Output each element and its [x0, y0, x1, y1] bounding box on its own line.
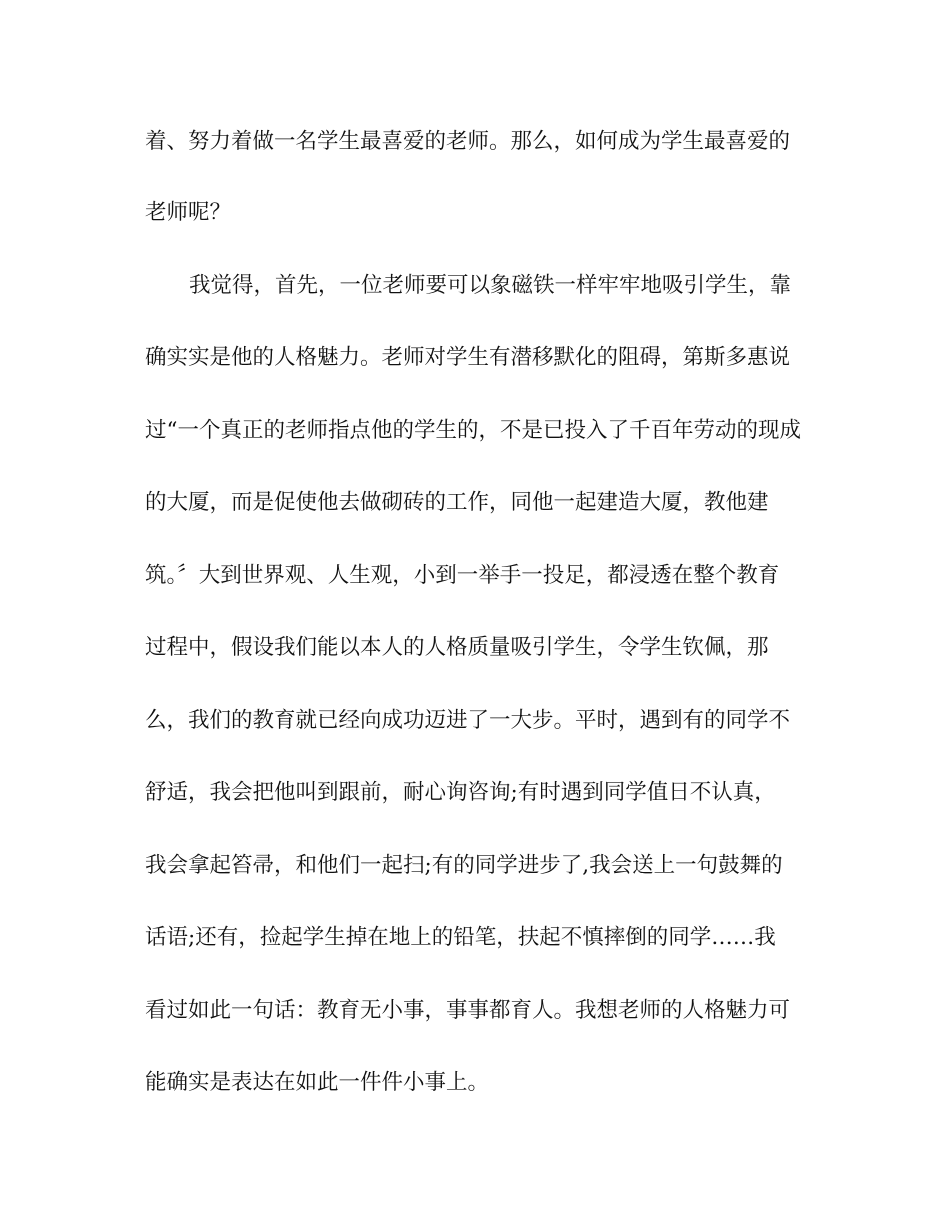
paragraph-line: 过“一个真正的老师指点他的学生的，不是已投入了千百年劳动的现成	[145, 418, 801, 443]
paragraph-line: 过程中，假设我们能以本人的人格质量吸引学生，令学生钦佩，那	[145, 635, 769, 660]
paragraph-line: 确实实是他的人格魅力。老师对学生有潜移默化的阻碍，第斯多惠说	[145, 345, 791, 370]
paragraph-line: 舒适，我会把他叫到跟前，耐心询咨询;有时遇到同学值日不认真，	[145, 780, 776, 805]
paragraph-line: 么，我们的教育就已经向成功迈进了一大步。平时，遇到有的同学不	[145, 708, 791, 733]
paragraph-line: 能确实是表达在如此一件件小事上。	[145, 1070, 490, 1095]
paragraph-line: 我觉得，首先，一位老师要可以象磁铁一样牢牢地吸引学生，靠	[189, 273, 792, 298]
paragraph-line: 老师呢？	[145, 200, 232, 225]
paragraph-line: 话语;还有，捡起学生掉在地上的铅笔，扶起不慎摔倒的同学……我	[145, 925, 776, 950]
paragraph-line: 的大厦，而是促使他去做砌砖的工作，同他一起建造大厦，教他建	[145, 490, 769, 515]
paragraph-line: 着、努力着做一名学生最喜爱的老师。那么，如何成为学生最喜爱的	[145, 129, 791, 154]
paragraph-line: 看过如此一句话：教育无小事，事事都育人。我想老师的人格魅力可	[145, 998, 791, 1023]
paragraph-line: 我会拿起笞帚，和他们一起扫;有的同学进步了,我会送上一句鼓舞的	[145, 853, 783, 878]
paragraph-line: 筑。〞大到世界观、人生观，小到一举手一投足，都浸透在整个教育	[145, 563, 780, 588]
